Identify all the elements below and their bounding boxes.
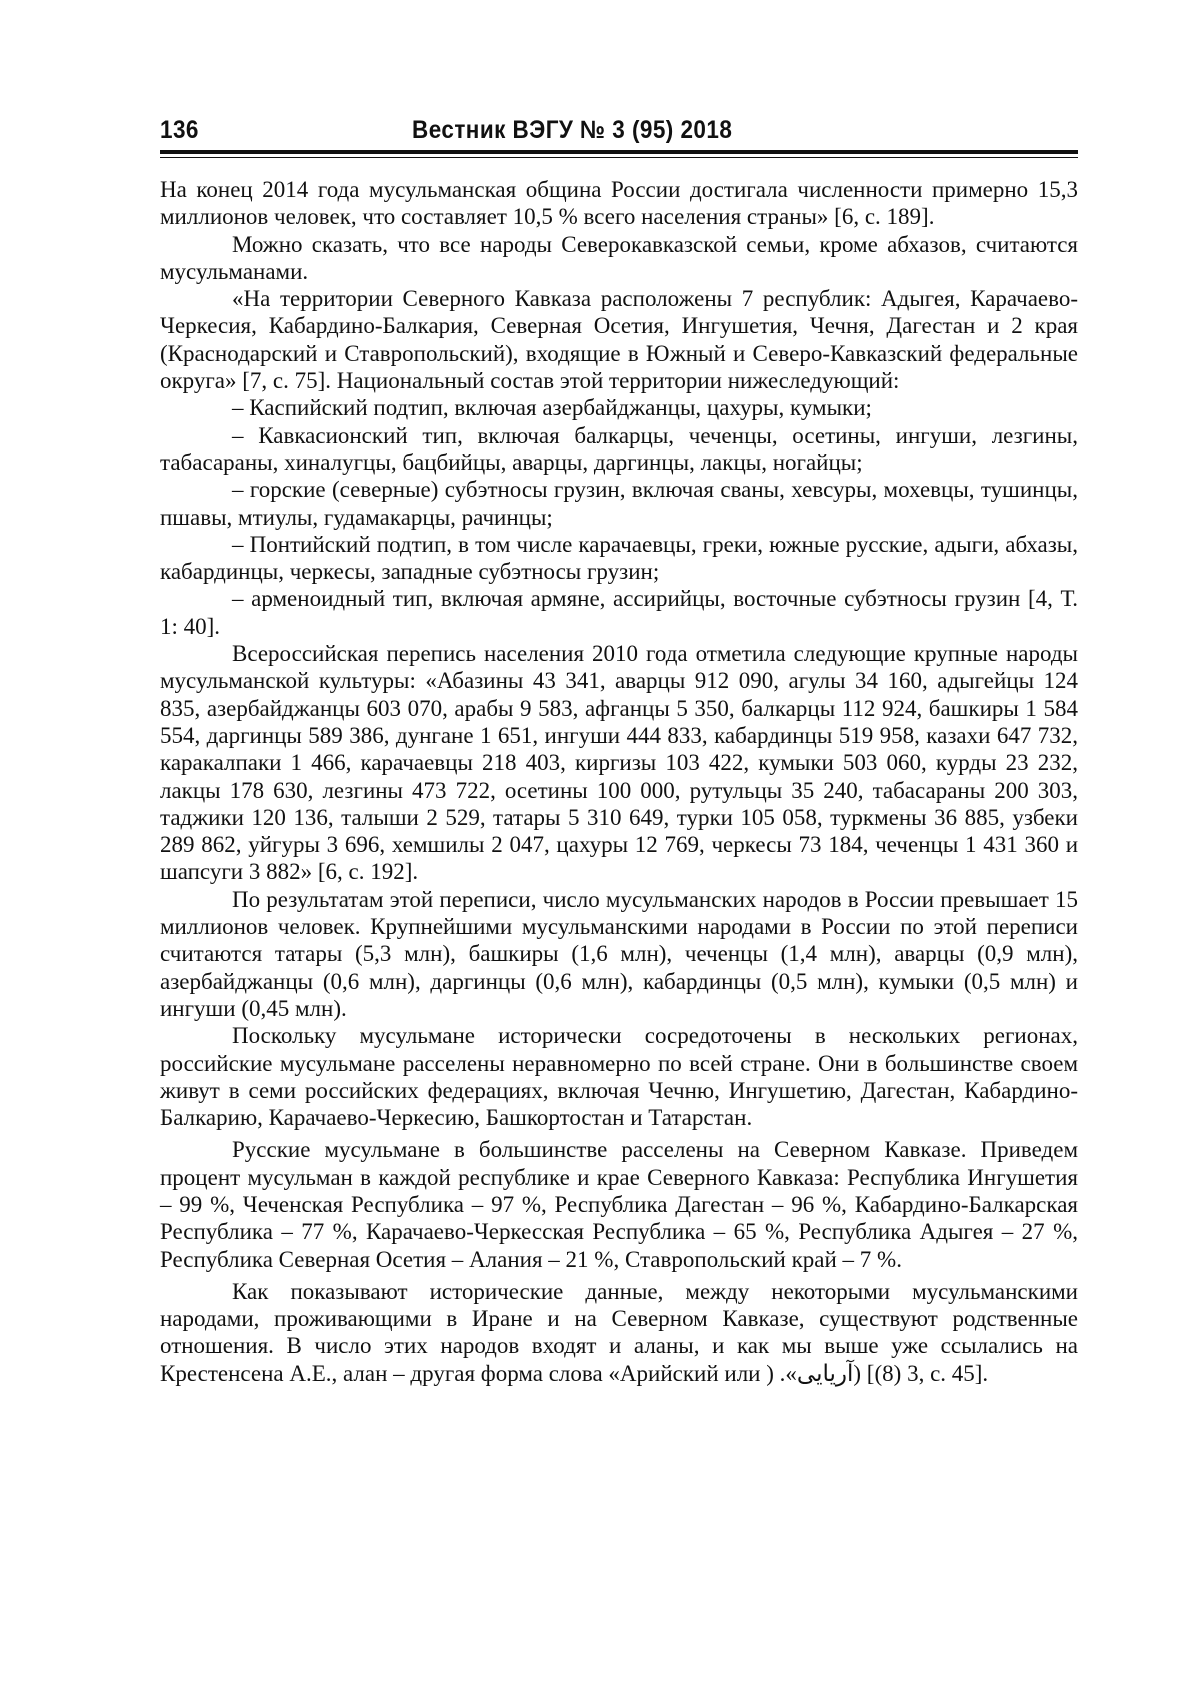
article-body	[160, 176, 1078, 1387]
paragraph-3: «На территории Северного Кавказа расположены 7 республик: Адыгея, Карачаево-Черкесия, Кабардино-Балкария, Северная Осетия, Ингушетия, Чечня, Дагестан и 2 края (Краснодарский и Ставропольский), входящие в Южный и Северо-Кавказский федеральные округа» [7, с. 75]. Национальный состав этой территории нижеследующий:	[160, 286, 1078, 394]
page-number: 136	[160, 116, 199, 144]
paragraph-census-results: По результатам этой переписи, число мусульманских народов в России превышает 15 миллионов человек. Крупнейшими мусульманскими народами в России по этой переписи считаются татары (5,3 млн), башкиры (1,6 млн), чеченцы (1,4 млн), аварцы (0,9 млн), азербайджанцы (0,6 млн), даргинцы (0,6 млн), кабардинцы (0,5 млн), кумыки (0,5 млн) и ингуши (0,45 млн).	[160, 886, 1078, 1021]
paragraph-historical-relations: Как показывают исторические данные, между некоторыми мусульманскими народами, проживающими в Иране и на Северном Кавказе, существуют родственные отношения. В число этих народов входят и аланы, и как мы выше уже ссылались на Крестенсена А.Е., алан – другая форма слова «Арийский или ) .«آریایی) [3 (8), с. 45].	[160, 1278, 1078, 1386]
paragraph-north-caucasus-percent: Русские мусульмане в большинстве расселены на Северном Кавказе. Приведем процент мусульман в каждой республике и крае Северного Кавказа: Республика Ингушетия – 99 %, Чеченская Республика – 97 %, Республика Дагестан – 96 %, Кабардино-Балкарская Республика – 77 %, Карачаево-Черкесская Республика – 65 %, Республика Адыгея – 27 %, Республика Северная Осетия – Алания – 21 %, Ставропольский край – 7 %.	[160, 1137, 1078, 1272]
journal-title: Вестник ВЭГУ № 3 (95) 2018	[412, 116, 733, 144]
running-head	[160, 116, 986, 150]
paragraph-distribution: Поскольку мусульмане исторически сосредоточены в нескольких регионах, российские мусульмане расселены неравномерно по всей стране. Они в большинстве своем живут в семи российских федерациях, включая Чечню, Ингушетию, Дагестан, Кабардино-Балкарию, Карачаево-Черкесию, Башкортостан и Татарстан.	[160, 1023, 1078, 1131]
header-rule-thin	[160, 157, 1078, 158]
paragraph-1: На конец 2014 года мусульманская община России достигала численности примерно 15,3 миллионов человек, что составляет 10,5 % всего населения страны» [6, с. 189].	[160, 177, 1078, 230]
list-item-armenoid: – арменоидный тип, включая армяне, ассирийцы, восточные субэтносы грузин [4, Т. 1: 40].	[160, 586, 1078, 639]
paragraph-2: Можно сказать, что все народы Северокавказской семьи, кроме абхазов, считаются мусульманами.	[160, 231, 1078, 284]
list-item-caucasian: – Кавкасионский тип, включая балкарцы, чеченцы, осетины, ингуши, лезгины, табасараны, хиналугцы, бацбийцы, аварцы, даргинцы, лакцы, ногайцы;	[160, 422, 1078, 475]
paragraph-census-2010: Всероссийская перепись населения 2010 года отметила следующие крупные народы мусульманской культуры: «Абазины 43 341, аварцы 912 090, агулы 34 160, адыгейцы 124 835, азербайджанцы 603 070, арабы 9 583, афганцы 5 350, балкарцы 112 924, башкиры 1 584 554, даргинцы 589 386, дунгане 1 651, ингуши 444 833, кабардинцы 519 958, казахи 647 732, каракалпаки 1 466, карачаевцы 218 403, киргизы 103 422, кумыки 503 060, курды 23 232, лакцы 178 630, лезгины 473 722, осетины 100 000, рутульцы 35 240, табасараны 200 303, таджики 120 136, талыши 2 529, татары 5 310 649, турки 105 058, туркмены 36 885, узбеки 289 862, уйгуры 3 696, хемшилы 2 047, цахуры 12 769, черкесы 73 184, чеченцы 1 431 360 и шапсуги 3 882» [6, с. 192].	[160, 641, 1078, 885]
list-item-pontic: – Понтийский подтип, в том числе карачаевцы, греки, южные русские, адыги, абхазы, кабардинцы, черкесы, западные субэтносы грузин;	[160, 531, 1078, 585]
list-item-georgian-mountain: – горские (северные) субэтносы грузин, включая сваны, хевсуры, мохевцы, тушинцы, пшавы, мтиулы, гудамакарцы, рачинцы;	[160, 477, 1078, 530]
list-item-caspian: – Каспийский подтип, включая азербайджанцы, цахуры, кумыки;	[232, 395, 872, 421]
header-rule-thick	[160, 150, 1078, 154]
